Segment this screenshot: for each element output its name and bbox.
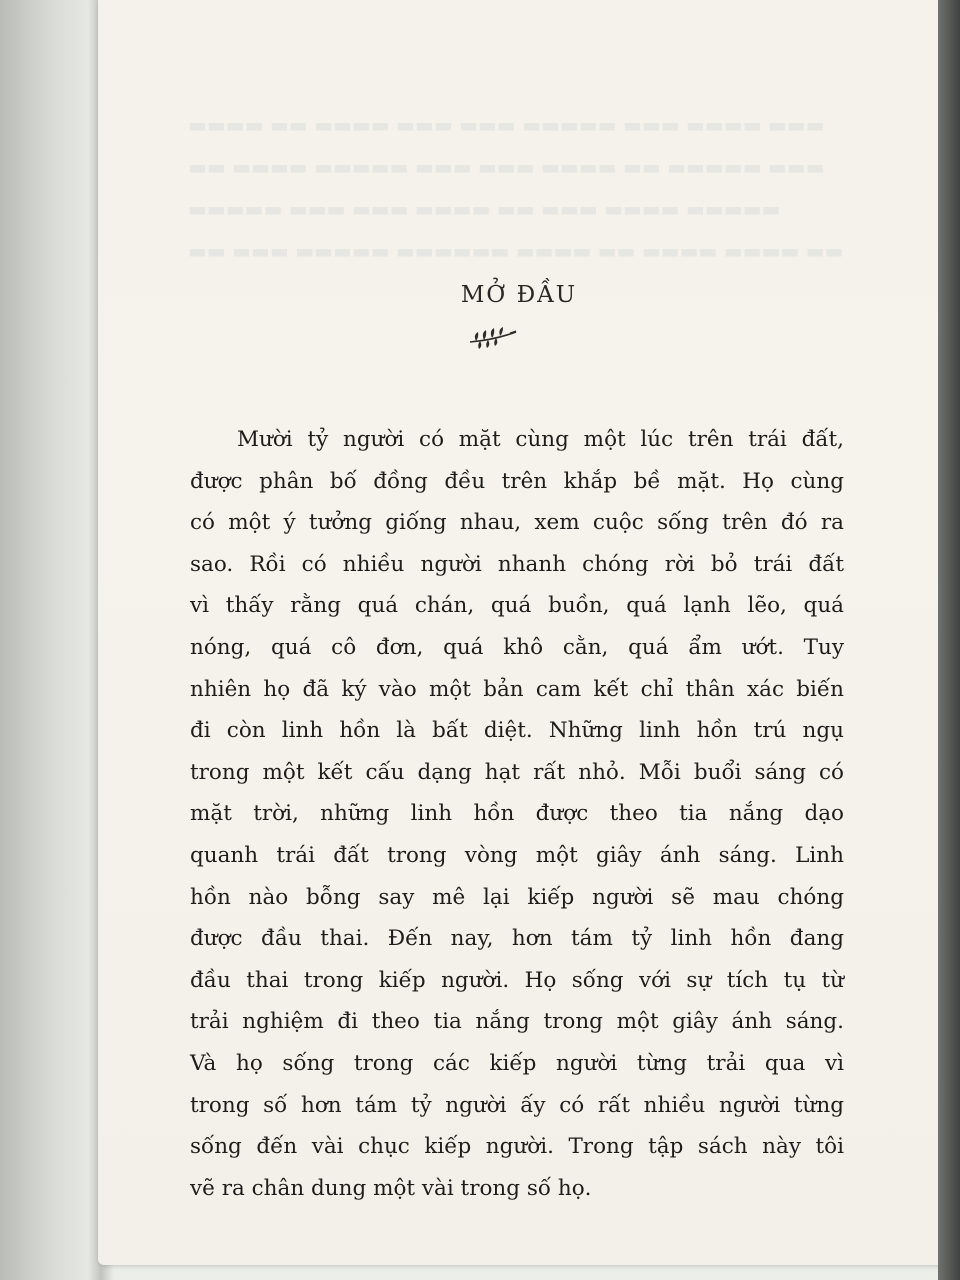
show-through-text: ▬▬ ▬▬▬ ▬▬▬▬▬ ▬▬▬▬▬▬ ▬▬▬▬ ▬▬ ▬▬▬▬ ▬▬▬▬ ▬▬ <box>188 239 844 263</box>
book-page <box>98 0 940 1265</box>
body-line: mặt trời, những linh hồn được theo tia nắng dạo <box>190 801 844 827</box>
body-line: sao. Rồi có nhiều người nhanh chóng rời bỏ trái đất <box>190 551 844 577</box>
body-line: sống đến vài chục kiếp người. Trong tập sách này tôi <box>190 1134 844 1160</box>
left-page-edge <box>0 0 96 1280</box>
show-through-text: ▬▬▬▬ ▬▬ ▬▬▬▬ ▬▬▬ ▬▬▬ ▬▬▬▬▬ ▬▬▬ ▬▬▬▬ ▬▬▬ <box>188 113 825 137</box>
body-line: nóng, quá cô đơn, quá khô cằn, quá ẩm ướt. Tuy <box>190 634 844 660</box>
body-line: được phân bố đồng đều trên khắp bề mặt. Họ cùng <box>190 468 844 494</box>
chapter-body <box>190 419 844 1209</box>
background-edge <box>938 0 960 1280</box>
body-line: nhiên họ đã ký vào một bản cam kết chỉ thân xác biến <box>190 676 844 702</box>
body-line: đi còn linh hồn là bất diệt. Những linh hồn trú ngụ <box>190 718 844 744</box>
body-line: vì thấy rằng quá chán, quá buồn, quá lạnh lẽo, quá <box>190 593 844 619</box>
show-through-text: ▬▬▬▬▬ ▬▬▬ ▬▬▬ ▬▬▬▬ ▬▬ ▬▬▬ ▬▬▬▬ ▬▬▬▬▬ <box>188 197 781 221</box>
body-line: trong số hơn tám tỷ người ấy có rất nhiều người từng <box>190 1092 844 1118</box>
body-line: trong một kết cấu dạng hạt rất nhỏ. Mỗi buổi sáng có <box>190 759 844 785</box>
body-line: hồn nào bỗng say mê lại kiếp người sẽ mau chóng <box>190 884 844 910</box>
body-line: Và họ sống trong các kiếp người từng trải qua vì <box>190 1050 844 1076</box>
leaf-sprig-icon <box>464 318 524 358</box>
body-line: Mười tỷ người có mặt cùng một lúc trên trái đất, <box>237 427 844 452</box>
body-line: vẽ ra chân dung một vài trong số họ. <box>190 1175 592 1201</box>
chapter-title: MỞ ĐẦU <box>460 282 578 308</box>
body-line: được đầu thai. Đến nay, hơn tám tỷ linh hồn đang <box>190 926 844 952</box>
body-line: đầu thai trong kiếp người. Họ sống với sự tích tụ từ <box>190 967 844 993</box>
body-line: trải nghiệm đi theo tia nắng trong một giây ánh sáng. <box>190 1009 844 1035</box>
body-line: quanh trái đất trong vòng một giây ánh sáng. Linh <box>190 842 844 868</box>
show-through-text: ▬▬ ▬▬▬▬ ▬▬▬▬▬ ▬▬▬ ▬▬▬ ▬▬▬▬ ▬▬ ▬▬▬▬▬ ▬▬▬ <box>188 155 825 179</box>
body-line: có một ý tưởng giống nhau, xem cuộc sống trên đó ra <box>190 510 844 536</box>
